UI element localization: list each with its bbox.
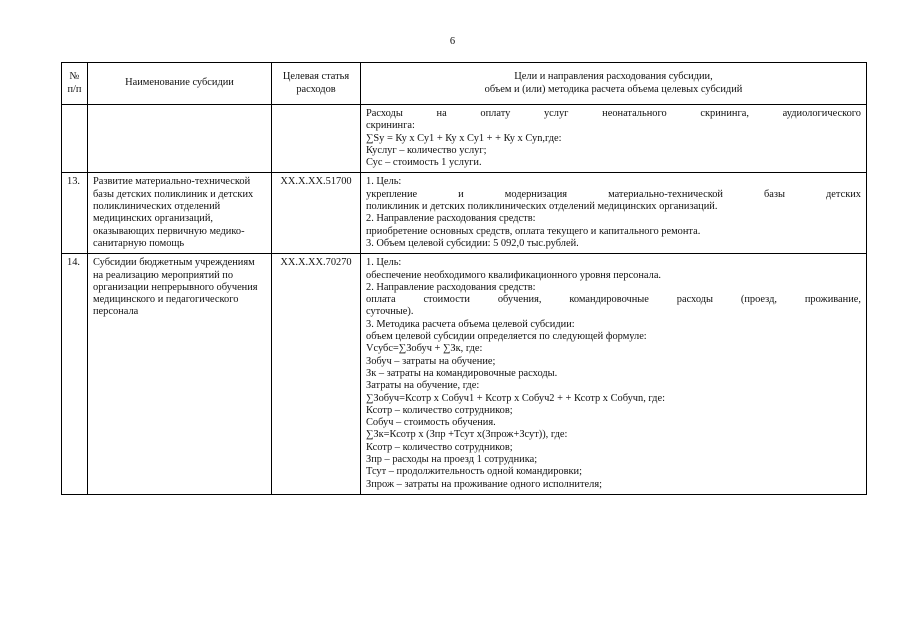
- subsidy-name: [88, 254, 272, 495]
- description-line: Куслуг – количество услуг;: [366, 144, 487, 156]
- header-code: [272, 63, 361, 105]
- description-line: Vсубс=∑Зобуч + ∑Зк, где:: [366, 343, 483, 355]
- subsidy-name-line: персонала: [93, 306, 139, 318]
- description-line: 3. Объем целевой субсидии: 5 092,0 тыс.рублей.: [366, 237, 579, 249]
- subsidy-name-line: организации непрерывного обучения: [93, 281, 258, 293]
- subsidy-description: [361, 105, 867, 173]
- description-line: поликлиник и детских поликлинических отделений медицинских организаций.: [366, 201, 718, 213]
- header-code-line: Целевая статья: [282, 71, 350, 83]
- description-line: оплата стоимости обучения, командировочные расходы (проезд, проживание,: [366, 294, 861, 306]
- subsidy-name: [88, 173, 272, 254]
- description-line: суточные).: [366, 306, 414, 318]
- page-number: 6: [449, 36, 456, 47]
- header-name: [88, 63, 272, 105]
- description-line: Тсут – продолжительность одной командировки;: [366, 466, 582, 478]
- target-expense-code: ХХ.Х.ХХ.70270: [272, 254, 361, 495]
- subsidies-table: [61, 62, 867, 495]
- description-line: 2. Направление расходования средств:: [366, 281, 536, 293]
- subsidy-name-line: оказывающих первичную медико-: [93, 225, 245, 237]
- description-line: Зобуч – затраты на обучение;: [366, 355, 496, 367]
- table-body: [62, 105, 867, 495]
- description-line: 1. Цель:: [366, 176, 402, 188]
- subsidy-name-line: санитарную помощь: [93, 237, 185, 249]
- table-header-row: [62, 63, 867, 105]
- description-line: Ксотр – количество сотрудников;: [366, 441, 513, 453]
- header-num-line: №: [69, 71, 80, 83]
- row-number: 14.: [62, 254, 88, 495]
- description-line: 3. Методика расчета объема целевой субсидии:: [366, 318, 575, 330]
- description-line: приобретение основных средств, оплата текущего и капитального ремонта.: [366, 225, 701, 237]
- description-line: Собуч – стоимость обучения.: [366, 417, 496, 429]
- subsidy-name-line: Субсидии бюджетным учреждениям: [93, 257, 255, 269]
- header-desc-line: объем и (или) методика расчета объема целевых субсидий: [484, 83, 743, 95]
- description-line: Сус – стоимость 1 услуги.: [366, 157, 482, 169]
- description-line: обеспечение необходимого квалификационного уровня персонала.: [366, 269, 662, 281]
- table-row: [62, 254, 867, 495]
- target-expense-code: ХХ.Х.ХХ.51700: [272, 173, 361, 254]
- header-desc: [361, 63, 867, 105]
- description-line: Зк – затраты на командировочные расходы.: [366, 367, 558, 379]
- description-line: Расходы на оплату услуг неонатального скрининга, аудиологического: [366, 108, 861, 119]
- header-name-line: Наименование субсидии: [125, 77, 234, 89]
- row-number: [62, 105, 88, 173]
- table-row: [62, 173, 867, 254]
- subsidy-name-line: базы детских поликлиник и детских: [93, 188, 254, 200]
- header-num-line: п/п: [67, 83, 82, 95]
- header-code-line: расходов: [296, 83, 336, 95]
- target-expense-code: [272, 105, 361, 173]
- description-line: 1. Цель:: [366, 257, 402, 269]
- description-line: скрининга:: [366, 120, 415, 132]
- description-line: ∑Зк=Ксотр х (Зпр +Тсут х(Зпрож+Зсут)), где:: [366, 429, 568, 441]
- subsidy-description: [361, 254, 867, 495]
- subsidy-name: [88, 105, 272, 173]
- subsidy-name-line: медицинского и педагогического: [93, 294, 239, 306]
- description-line: укрепление и модернизация материально-технической базы детских: [366, 188, 861, 200]
- description-line: Зпр – расходы на проезд 1 сотрудника;: [366, 454, 538, 466]
- subsidy-name-line: на реализацию мероприятий по: [93, 269, 234, 281]
- description-line: Ксотр – количество сотрудников;: [366, 404, 513, 416]
- table-row: [62, 105, 867, 173]
- description-line: Затраты на обучение, где:: [366, 380, 480, 392]
- subsidy-name-line: медицинских организаций,: [93, 213, 213, 225]
- subsidy-name-line: поликлинических отделений: [93, 201, 221, 213]
- description-line: Зпрож – затраты на проживание одного исполнителя;: [366, 478, 602, 490]
- description-line: ∑Sу = Ку х Су1 + Ку х Су1 + + Ку х Суn,где:: [366, 132, 562, 144]
- description-line: объем целевой субсидии определяется по следующей формуле:: [366, 331, 647, 343]
- row-number: 13.: [62, 173, 88, 254]
- header-num: [62, 63, 88, 105]
- subsidy-description: [361, 173, 867, 254]
- subsidy-name-line: Развитие материально-технической: [93, 176, 251, 188]
- header-desc-line: Цели и направления расходования субсидии,: [514, 71, 713, 83]
- description-line: 2. Направление расходования средств:: [366, 213, 536, 225]
- description-line: ∑Зобуч=Ксотр х Собуч1 + Ксотр х Собуч2 + + Ксотр х Собучn, где:: [366, 392, 665, 404]
